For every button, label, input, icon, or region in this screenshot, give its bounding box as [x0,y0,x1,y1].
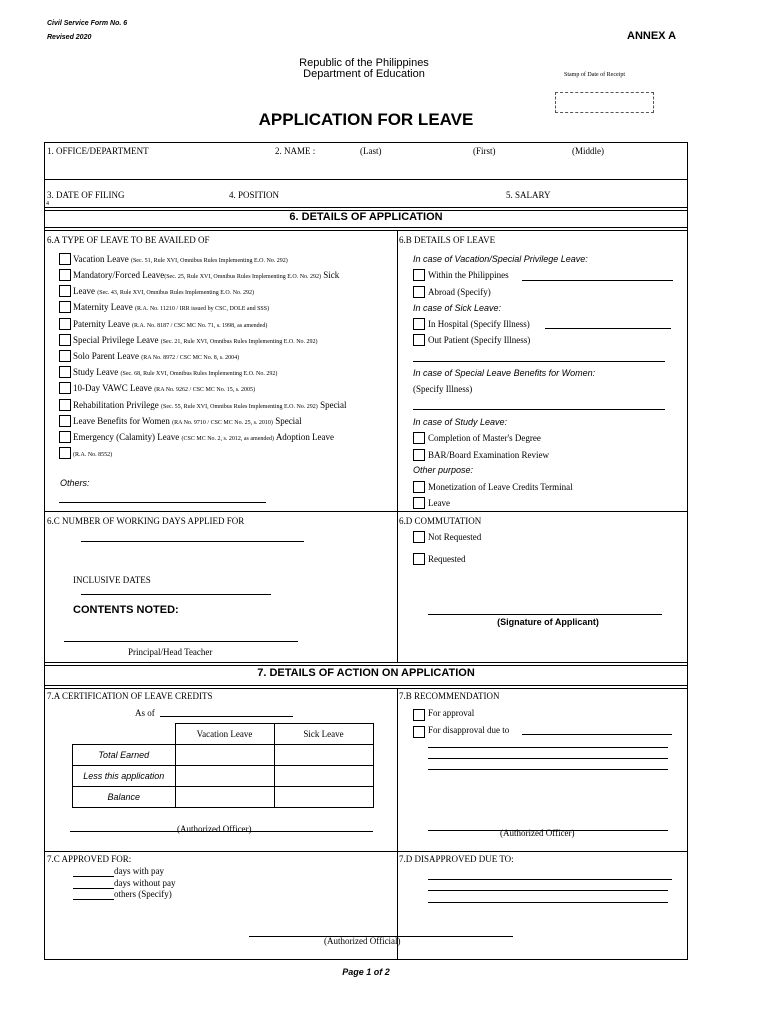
leave-type-women: Leave Benefits for Women (RA No. 9710 / CSC MC No. 25, s. 2010) Special [73,416,302,426]
first-name-label: (First) [473,146,496,156]
in-hospital-line[interactable] [545,328,671,329]
checkbox-study-leave[interactable] [59,366,71,378]
section-7d-title: 7.D DISAPPROVED DUE TO: [399,854,514,864]
vacation-heading: In case of Vacation/Special Privilege Leave: [413,254,588,264]
checkbox-for-disapproval[interactable] [413,726,425,738]
leave-type-solo-parent: Solo Parent Leave (RA No. 8972 / CSC MC No. 8, s. 2004) [73,351,240,361]
section-7b-title: 7.B RECOMMENDATION [399,691,500,701]
small-four: 4 [46,201,49,207]
leave-type-vacation: Vacation Leave (Sec. 51, Rule XVI, Omnibus Rules Implementing E.O. No. 292) [73,254,288,264]
checkbox-special-privilege-leave[interactable] [59,334,71,346]
leave-type-emergency: Emergency (Calamity) Leave (CSC MC No. 2, s. 2012, as amended) Adoption Leave [73,432,335,442]
divider [44,230,688,231]
checkbox-vacation-leave[interactable] [59,253,71,265]
republic-label: Republic of the Philippines [299,57,429,69]
days-with-pay-label: days with pay [114,866,164,876]
principal-signature-line[interactable] [64,641,298,642]
last-name-label: (Last) [360,146,382,156]
cell-sick-balance[interactable] [274,786,373,807]
divider [44,688,688,689]
checkbox-within-philippines[interactable] [413,269,425,281]
monetization-label: Monetization of Leave Credits Terminal [428,482,573,492]
out-patient-line[interactable] [413,361,665,362]
checkbox-for-approval[interactable] [413,709,425,721]
specify-illness-label: (Specify Illness) [413,384,473,394]
cell-vacation-balance[interactable] [175,786,274,807]
column-header-sick: Sick Leave [274,724,373,745]
table-corner [73,724,176,745]
checkbox-terminal-leave[interactable] [413,497,425,509]
divider [44,685,688,686]
for-disapproval-label: For disapproval due to [428,725,510,735]
inclusive-dates-line[interactable] [81,594,271,595]
leave-type-sick: Leave (Sec. 43, Rule XVI, Omnibus Rules Implementing E.O. No. 292) [73,286,255,296]
others-label: Others: [60,478,90,488]
checkbox-adoption-leave[interactable] [59,447,71,459]
disapproved-line-3[interactable] [428,902,668,903]
disapproval-line-4[interactable] [428,769,668,770]
women-heading: In case of Special Leave Benefits for Women: [413,368,596,378]
section-7c-title: 7.C APPROVED FOR: [47,854,132,864]
leave-type-mandatory: Mandatory/Forced Leave(Sec. 25, Rule XVI, Omnibus Rules Implementing E.O. No. 292) Sick [73,270,340,280]
cell-sick-total[interactable] [274,744,373,765]
section-6a-title: 6.A TYPE OF LEAVE TO BE AVAILED OF [47,235,210,245]
cell-sick-less[interactable] [274,765,373,786]
others-specify-line[interactable] [73,899,114,900]
middle-name-label: (Middle) [572,146,604,156]
days-with-pay-line[interactable] [73,876,114,877]
principal-label: Principal/Head Teacher [128,647,213,657]
contents-noted-label: CONTENTS NOTED: [73,604,179,616]
checkbox-abroad[interactable] [413,286,425,298]
row-total-earned: Total Earned [73,744,176,765]
leave-type-vawc: 10-Day VAWC Leave (RA No. 9262 / CSC MC No. 15, s. 2005) [73,383,256,393]
checkbox-bar-review[interactable] [413,449,425,461]
checkbox-rehabilitation-leave[interactable] [59,399,71,411]
checkbox-requested[interactable] [413,553,425,565]
row-less-application: Less this application [73,765,176,786]
leave-type-maternity: Maternity Leave (R.A. No. 11210 / IRR issued by CSC, DOLE and SSS) [73,302,270,312]
leave-type-special-privilege: Special Privilege Leave (Sec. 21, Rule XVI, Omnibus Rules Implementing E.O. No. 292) [73,335,318,345]
abroad-label: Abroad (Specify) [428,287,491,297]
checkbox-out-patient[interactable] [413,334,425,346]
position-label: 4. POSITION [229,190,280,200]
section-6b-title: 6.B DETAILS OF LEAVE [399,235,496,245]
divider [44,662,688,663]
row-balance: Balance [73,786,176,807]
authorized-officer-b: (Authorized Officer) [500,828,575,838]
annex-label: ANNEX A [627,30,677,42]
authorized-officer-a: (Authorized Officer) [177,824,252,834]
section-7a-title: 7.A CERTIFICATION OF LEAVE CREDITS [47,691,213,701]
disapproval-line-2[interactable] [428,747,668,748]
leave-type-paternity: Paternity Leave (R.A. No. 8187 / CSC MC No. 71, s. 1998, as amended) [73,319,268,329]
out-patient-label: Out Patient (Specify Illness) [428,335,531,345]
working-days-line[interactable] [81,541,304,542]
cell-vacation-less[interactable] [175,765,274,786]
disapproval-line-1[interactable] [522,734,672,735]
disapproval-line-3[interactable] [428,758,668,759]
divider [44,511,688,512]
checkbox-solo-parent-leave[interactable] [59,350,71,362]
terminal-leave-label: Leave [428,498,450,508]
other-purpose-heading: Other purpose: [413,465,474,475]
as-of-line[interactable] [160,716,293,717]
checkbox-paternity-leave[interactable] [59,318,71,330]
checkbox-women-leave[interactable] [59,415,71,427]
study-heading: In case of Study Leave: [413,417,508,427]
authorized-official-label: (Authorized Official) [324,936,401,946]
others-specify-label: others (Specify) [114,889,172,899]
page-title: APPLICATION FOR LEAVE [258,110,474,129]
applicant-signature-label: (Signature of Applicant) [497,617,599,627]
department-label: Department of Education [303,68,425,80]
divider [44,179,688,180]
date-filing-label: 3. DATE OF FILING [47,190,125,200]
days-without-pay-line[interactable] [73,888,114,889]
section-7-title: 7. DETAILS OF ACTION ON APPLICATION [257,667,475,679]
stamp-label: Stamp of Date of Receipt [564,72,625,78]
checkbox-emergency-leave[interactable] [59,431,71,443]
inclusive-dates-label: INCLUSIVE DATES [73,575,151,585]
masters-degree-label: Completion of Master's Degree [428,433,541,443]
disapproved-line-2[interactable] [428,890,668,891]
checkbox-monetization[interactable] [413,481,425,493]
others-input-line[interactable] [59,502,266,503]
salary-label: 5. SALARY [506,190,551,200]
within-philippines-line[interactable] [522,280,673,281]
leave-type-rehabilitation: Rehabilitation Privilege (Sec. 55, Rule XVI, Omnibus Rules Implementing E.O. No. 292) Special [73,400,347,410]
checkbox-mandatory-leave[interactable] [59,269,71,281]
checkbox-masters-degree[interactable] [413,432,425,444]
checkbox-in-hospital[interactable] [413,318,425,330]
for-approval-label: For approval [428,708,475,718]
revised-date: Revised 2020 [47,34,92,41]
section-6-title: 6. DETAILS OF APPLICATION [289,211,443,223]
checkbox-maternity-leave[interactable] [59,301,71,313]
section-6d-title: 6.D COMMUTATION [399,516,482,526]
in-hospital-label: In Hospital (Specify Illness) [428,319,530,329]
not-requested-label: Not Requested [428,532,482,542]
as-of-label: As of [135,708,155,718]
checkbox-sick-leave[interactable] [59,285,71,297]
cell-vacation-total[interactable] [175,744,274,765]
page-number: Page 1 of 2 [342,967,390,977]
divider [44,851,688,852]
disapproved-line-1[interactable] [428,879,672,880]
checkbox-not-requested[interactable] [413,531,425,543]
form-number: Civil Service Form No. 6 [47,20,128,27]
column-divider [397,230,398,662]
office-label: 1. OFFICE/DEPARTMENT [47,146,149,156]
divider [44,207,688,208]
column-header-vacation: Vacation Leave [175,724,274,745]
leave-type-study: Study Leave (Sec. 68, Rule XVI, Omnibus Rules Implementing E.O. No. 292) [73,367,278,377]
days-without-pay-label: days without pay [114,878,176,888]
divider [44,665,688,666]
section-6c-title: 6.C NUMBER OF WORKING DAYS APPLIED FOR [47,516,245,526]
form-frame [44,142,688,960]
leave-credits-table [72,723,374,808]
bar-review-label: BAR/Board Examination Review [428,450,549,460]
women-illness-line[interactable] [413,409,665,410]
column-divider [397,688,398,960]
leave-type-adoption: (R.A. No. 8552) [73,452,113,458]
within-philippines-label: Within the Philippines [428,270,509,280]
name-label: 2. NAME : [275,146,316,156]
applicant-signature-line[interactable] [428,614,662,615]
divider [44,227,688,228]
checkbox-vawc-leave[interactable] [59,382,71,394]
requested-label: Requested [428,554,466,564]
sick-heading: In case of Sick Leave: [413,303,502,313]
